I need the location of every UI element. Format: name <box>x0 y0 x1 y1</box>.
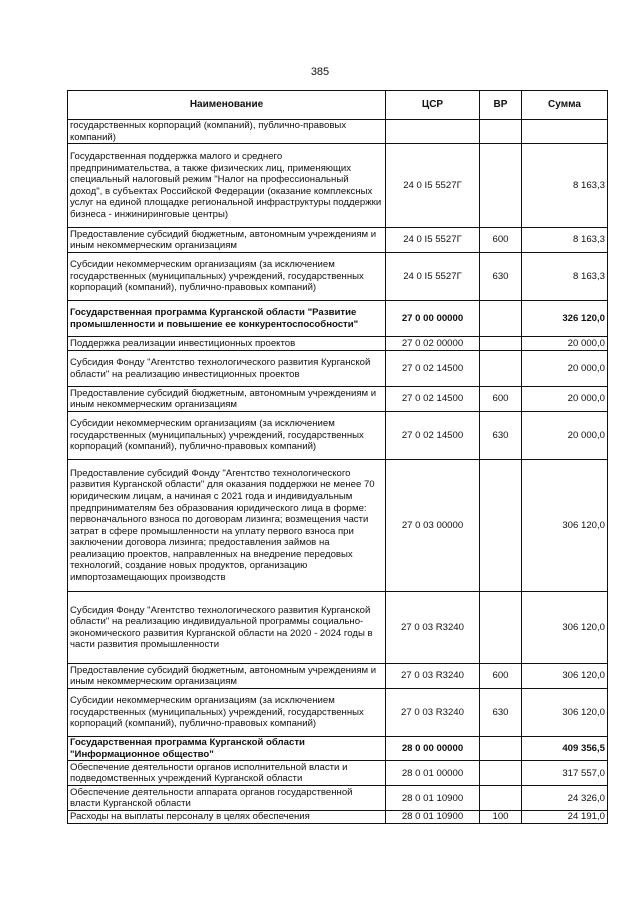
cell-name: Поддержка реализации инвестиционных проектов <box>68 337 386 351</box>
cell-name: Предоставление субсидий Фонду "Агентство технологического развития Курганской области" для оказания поддержки не менее 70 юридическим лицам, а начиная с 2021 года и индивидуальным предпринимателям без образования юридического лица в форме: первоначального взноса по договорам лизинга; возмещения части затрат в сфере промышленности на уплату первого взноса при заключении договора лизинга; предоставления займов на реализацию проектов, направленных на внедрение передовых технологий, создание новых продуктов, организацию импортозамещающих производств <box>68 460 386 592</box>
table-row <box>68 689 608 737</box>
table-row <box>68 144 608 228</box>
table-row <box>68 460 608 592</box>
table-row <box>68 351 608 387</box>
table-row <box>68 387 608 412</box>
table-row <box>68 301 608 337</box>
table-row <box>68 786 608 811</box>
cell-name: Субсидия Фонду "Агентство технологического развития Курганской области" на реализацию индивидуальной программы социально-экономического развития Курганской области на 2020 - 2024 годы в части развития промышленности <box>68 592 386 664</box>
cell-vr <box>480 592 522 664</box>
cell-csr: 28 0 01 10900 <box>386 786 480 811</box>
cell-name: Государственная программа Курганской области "Развитие промышленности и повышение ее конкурентоспособности" <box>68 301 386 337</box>
cell-vr <box>480 144 522 228</box>
cell-name: Обеспечение деятельности аппарата органов государственной власти Курганской области <box>68 786 386 811</box>
cell-csr: 27 0 03 00000 <box>386 460 480 592</box>
cell-name: Обеспечение деятельности органов исполнительной власти и подведомственных учреждений Курганской области <box>68 761 386 786</box>
table-row <box>68 592 608 664</box>
cell-sum: 24 326,0 <box>522 786 608 811</box>
cell-csr: 28 0 01 10900 <box>386 811 480 824</box>
table-row <box>68 811 608 824</box>
cell-csr <box>386 120 480 144</box>
cell-name: государственных корпораций (компаний), публично-правовых компаний) <box>68 120 386 144</box>
table-row <box>68 337 608 351</box>
cell-sum: 20 000,0 <box>522 351 608 387</box>
cell-sum: 326 120,0 <box>522 301 608 337</box>
cell-name: Субсидии некоммерческим организациям (за исключением государственных (муниципальных) учреждений, государственных корпораций (компаний), публично-правовых компаний) <box>68 412 386 460</box>
cell-name: Предоставление субсидий бюджетным, автономным учреждениям и иным некоммерческим организациям <box>68 387 386 412</box>
cell-name: Государственная программа Курганской области "Информационное общество" <box>68 737 386 761</box>
cell-sum: 20 000,0 <box>522 412 608 460</box>
cell-vr <box>480 786 522 811</box>
cell-vr: 600 <box>480 387 522 412</box>
cell-csr: 27 0 00 00000 <box>386 301 480 337</box>
cell-sum: 306 120,0 <box>522 689 608 737</box>
cell-csr: 27 0 03 R3240 <box>386 689 480 737</box>
table-row <box>68 228 608 253</box>
table-row <box>68 120 608 144</box>
cell-csr: 24 0 I5 5527Г <box>386 228 480 253</box>
cell-vr <box>480 301 522 337</box>
cell-name: Предоставление субсидий бюджетным, автономным учреждениям и иным некоммерческим организациям <box>68 228 386 253</box>
cell-sum: 317 557,0 <box>522 761 608 786</box>
table-header-row <box>68 91 608 120</box>
cell-vr <box>480 351 522 387</box>
table-row <box>68 761 608 786</box>
cell-sum: 306 120,0 <box>522 592 608 664</box>
table-row <box>68 664 608 689</box>
cell-sum: 8 163,3 <box>522 228 608 253</box>
cell-sum: 20 000,0 <box>522 387 608 412</box>
header-sum: Сумма <box>522 91 608 120</box>
cell-sum: 306 120,0 <box>522 664 608 689</box>
cell-vr <box>480 460 522 592</box>
cell-sum <box>522 120 608 144</box>
cell-name: Субсидия Фонду "Агентство технологического развития Курганской области" на реализацию инвестиционных проектов <box>68 351 386 387</box>
cell-csr: 27 0 02 14500 <box>386 351 480 387</box>
cell-csr: 24 0 I5 5527Г <box>386 144 480 228</box>
cell-sum: 20 000,0 <box>522 337 608 351</box>
cell-csr: 27 0 03 R3240 <box>386 592 480 664</box>
cell-vr: 630 <box>480 412 522 460</box>
cell-sum: 306 120,0 <box>522 460 608 592</box>
cell-csr: 28 0 01 00000 <box>386 761 480 786</box>
table-row <box>68 412 608 460</box>
header-vr: ВР <box>480 91 522 120</box>
header-name: Наименование <box>68 91 386 120</box>
cell-name: Государственная поддержка малого и среднего предпринимательства, а также физических лиц, применяющих специальный налоговый режим "Налог на профессиональный доход", в субъектах Российской Федерации (оказание комплексных услуг на единой площадке региональной инфраструктуры поддержки бизнеса - инжиниринговые центры) <box>68 144 386 228</box>
cell-name: Предоставление субсидий бюджетным, автономным учреждениям и иным некоммерческим организациям <box>68 664 386 689</box>
cell-sum: 8 163,3 <box>522 253 608 301</box>
budget-table <box>67 90 608 824</box>
cell-vr: 630 <box>480 253 522 301</box>
cell-vr <box>480 337 522 351</box>
cell-sum: 8 163,3 <box>522 144 608 228</box>
cell-csr: 27 0 02 00000 <box>386 337 480 351</box>
cell-csr: 24 0 I5 5527Г <box>386 253 480 301</box>
page-number: 385 <box>310 66 330 78</box>
table-row <box>68 737 608 761</box>
cell-vr: 630 <box>480 689 522 737</box>
cell-name: Расходы на выплаты персоналу в целях обеспечения <box>68 811 386 824</box>
cell-csr: 28 0 00 00000 <box>386 737 480 761</box>
cell-name: Субсидии некоммерческим организациям (за исключением государственных (муниципальных) учреждений, государственных корпораций (компаний), публично-правовых компаний) <box>68 253 386 301</box>
header-csr: ЦСР <box>386 91 480 120</box>
cell-csr: 27 0 02 14500 <box>386 412 480 460</box>
cell-vr: 100 <box>480 811 522 824</box>
cell-vr: 600 <box>480 228 522 253</box>
cell-csr: 27 0 03 R3240 <box>386 664 480 689</box>
cell-sum: 409 356,5 <box>522 737 608 761</box>
cell-vr <box>480 737 522 761</box>
cell-vr: 600 <box>480 664 522 689</box>
cell-name: Субсидии некоммерческим организациям (за исключением государственных (муниципальных) учреждений, государственных корпораций (компаний), публично-правовых компаний) <box>68 689 386 737</box>
cell-csr: 27 0 02 14500 <box>386 387 480 412</box>
cell-sum: 24 191,0 <box>522 811 608 824</box>
cell-vr <box>480 761 522 786</box>
table-row <box>68 253 608 301</box>
cell-vr <box>480 120 522 144</box>
